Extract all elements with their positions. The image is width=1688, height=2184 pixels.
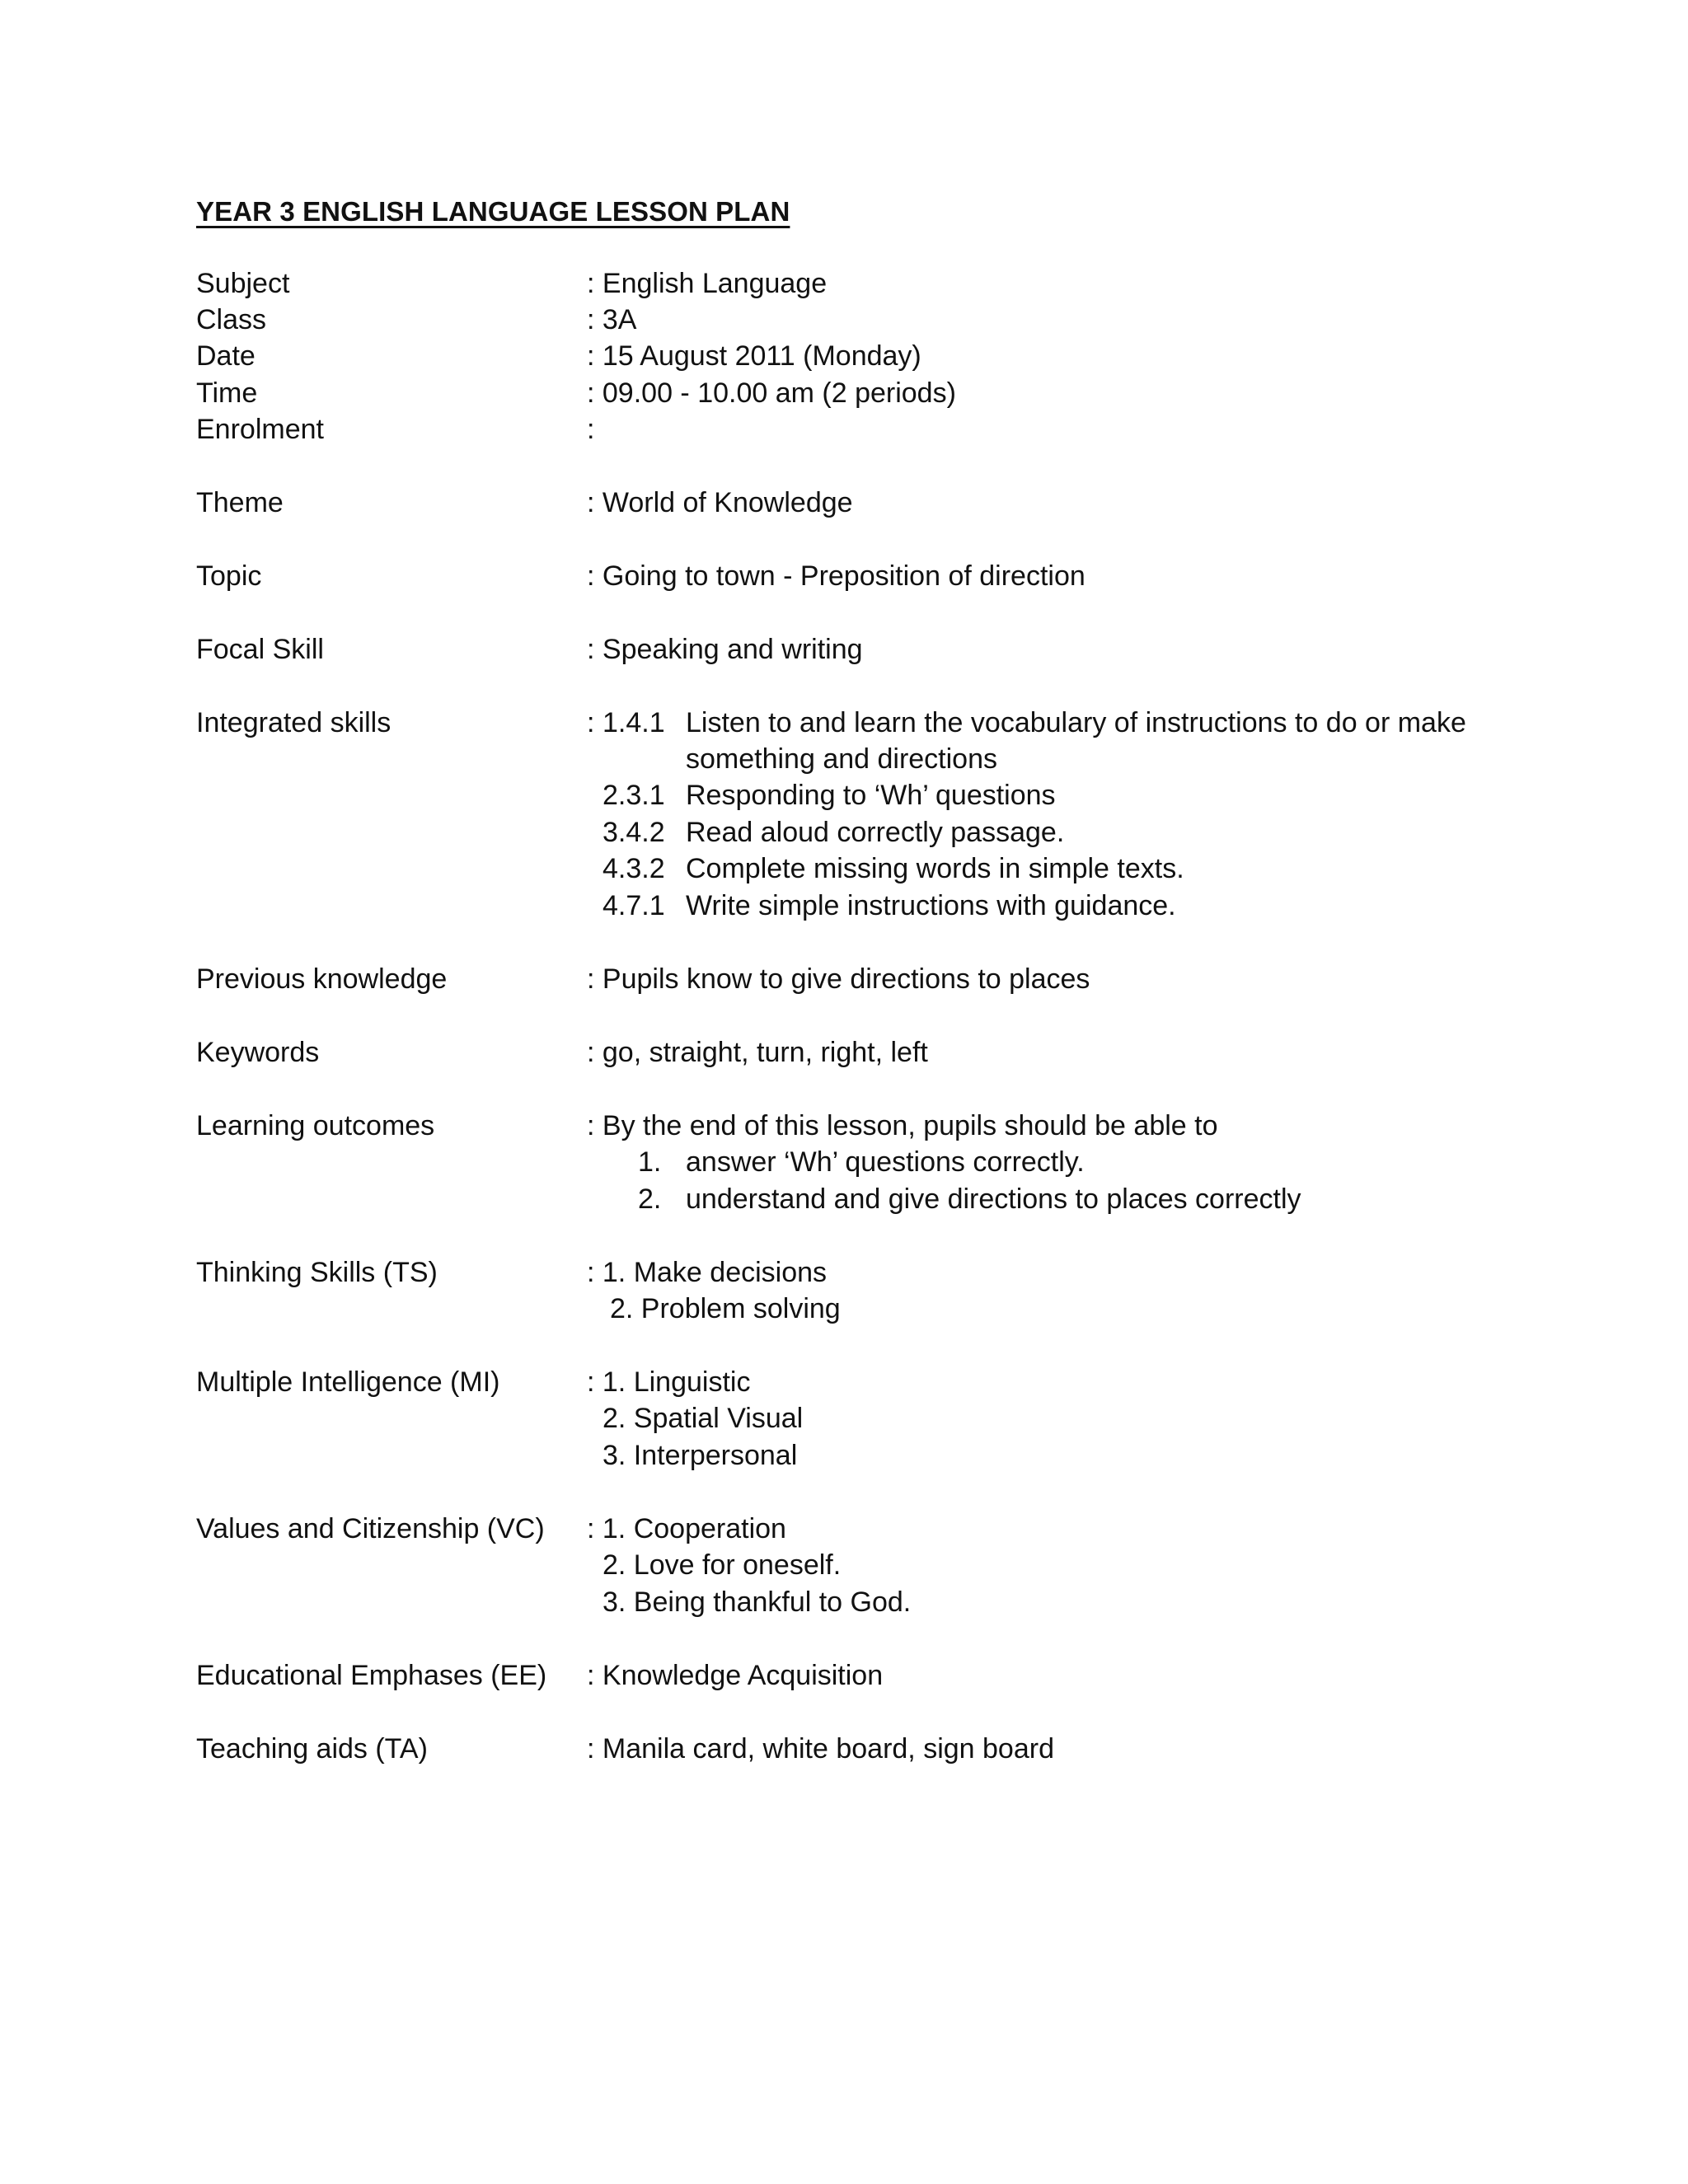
- skill-text-continued: something and directions: [686, 743, 998, 775]
- values-citizenship-line: : 1. Cooperation: [587, 1513, 786, 1544]
- learning-outcomes-label: Learning outcomes: [196, 1110, 435, 1141]
- integrated-skills-label: Integrated skills: [196, 707, 392, 738]
- topic-value: : Going to town - Preposition of direction: [587, 560, 1085, 592]
- educational-emphases-value: : Knowledge Acquisition: [587, 1660, 884, 1691]
- outcome-number: 2.: [638, 1183, 662, 1215]
- teaching-aids-label: Teaching aids (TA): [196, 1733, 428, 1765]
- focal-skill-label: Focal Skill: [196, 634, 324, 665]
- time-value: : 09.00 - 10.00 am (2 periods): [587, 377, 956, 409]
- previous-knowledge-value: : Pupils know to give directions to places: [587, 963, 1090, 995]
- subject-label: Subject: [196, 268, 290, 299]
- time-label: Time: [196, 377, 258, 409]
- skill-code: 4.7.1: [603, 890, 665, 921]
- thinking-skills-label: Thinking Skills (TS): [196, 1257, 438, 1288]
- date-value: : 15 August 2011 (Monday): [587, 340, 921, 372]
- skill-text: Read aloud correctly passage.: [686, 817, 1065, 848]
- multiple-intelligence-line: 3. Interpersonal: [603, 1440, 798, 1471]
- skill-text: Responding to ‘Wh’ questions: [686, 780, 1056, 811]
- subject-value: : English Language: [587, 268, 828, 299]
- skill-code: 3.4.2: [603, 817, 665, 848]
- date-label: Date: [196, 340, 256, 372]
- enrolment-value: :: [587, 414, 595, 445]
- theme-label: Theme: [196, 487, 284, 518]
- skill-text: Listen to and learn the vocabulary of instructions to do or make: [686, 707, 1466, 738]
- document-title: YEAR 3 ENGLISH LANGUAGE LESSON PLAN: [196, 196, 790, 227]
- keywords-label: Keywords: [196, 1037, 320, 1068]
- enrolment-label: Enrolment: [196, 414, 324, 445]
- theme-value: : World of Knowledge: [587, 487, 853, 518]
- keywords-value: : go, straight, turn, right, left: [587, 1037, 928, 1068]
- learning-outcomes-intro: : By the end of this lesson, pupils should be able to: [587, 1110, 1218, 1141]
- class-label: Class: [196, 304, 267, 335]
- skill-code: 1.4.1: [603, 707, 665, 738]
- multiple-intelligence-line: 2. Spatial Visual: [603, 1403, 804, 1434]
- multiple-intelligence-label: Multiple Intelligence (MI): [196, 1366, 500, 1398]
- focal-skill-value: : Speaking and writing: [587, 634, 863, 665]
- outcome-text: answer ‘Wh’ questions correctly.: [686, 1146, 1085, 1178]
- values-citizenship-line: 3. Being thankful to God.: [603, 1586, 912, 1618]
- class-value: : 3A: [587, 304, 637, 335]
- educational-emphases-label: Educational Emphases (EE): [196, 1660, 547, 1691]
- skill-code: 4.3.2: [603, 853, 665, 884]
- topic-label: Topic: [196, 560, 262, 592]
- teaching-aids-value: : Manila card, white board, sign board: [587, 1733, 1054, 1765]
- integrated-skills-colon: :: [587, 707, 595, 738]
- values-citizenship-label: Values and Citizenship (VC): [196, 1513, 545, 1544]
- thinking-skills-line: 2. Problem solving: [610, 1293, 841, 1324]
- skill-code: 2.3.1: [603, 780, 665, 811]
- values-citizenship-line: 2. Love for oneself.: [603, 1549, 842, 1581]
- outcome-number: 1.: [638, 1146, 662, 1178]
- skill-text: Complete missing words in simple texts.: [686, 853, 1184, 884]
- multiple-intelligence-line: : 1. Linguistic: [587, 1366, 751, 1398]
- outcome-text: understand and give directions to places correctly: [686, 1183, 1301, 1215]
- skill-text: Write simple instructions with guidance.: [686, 890, 1176, 921]
- thinking-skills-line: : 1. Make decisions: [587, 1257, 828, 1288]
- previous-knowledge-label: Previous knowledge: [196, 963, 448, 995]
